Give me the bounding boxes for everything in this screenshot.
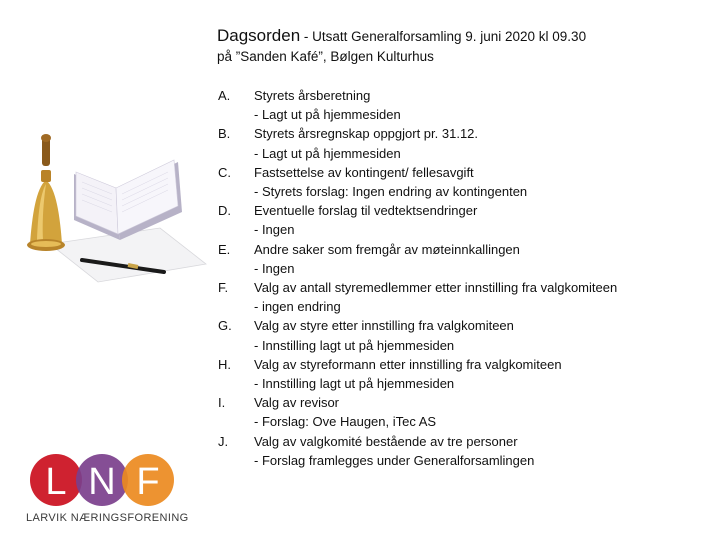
- agenda-title: Valg av styreformann etter innstilling fra valgkomiteen: [254, 356, 562, 372]
- logo-letter-n: N: [88, 461, 116, 503]
- logo-letter-f: F: [136, 461, 160, 503]
- agenda-title: Valg av revisor: [254, 395, 340, 411]
- agenda-item: [218, 393, 708, 431]
- agenda-title: Styrets årsberetning: [254, 88, 371, 103]
- agenda-letter: H.: [218, 356, 231, 372]
- agenda-letter: C.: [218, 164, 231, 180]
- agenda-note: - Lagt ut på hjemmesiden: [254, 107, 401, 123]
- agenda-note: - Forslag framlegges under Generalforsamlingen: [254, 452, 535, 468]
- agenda-letter: A.: [218, 88, 231, 103]
- agenda-title: Andre saker som fremgår av møteinnkallingen: [254, 241, 520, 257]
- agenda-title: Valg av antall styremedlemmer etter innstilling fra valgkomiteen: [254, 280, 618, 296]
- agenda-note: - Innstilling lagt ut på hjemmesiden: [254, 337, 455, 353]
- title-main: Dagsorden: [217, 26, 301, 45]
- agenda-note: - Innstilling lagt ut på hjemmesiden: [254, 376, 455, 392]
- page-title: [217, 26, 586, 46]
- agenda-note: - Forslag: Ove Haugen, iTec AS: [254, 414, 437, 430]
- logo-caption: LARVIK NÆRINGSFORENING: [26, 512, 189, 524]
- page-subtitle: på ”Sanden Kafé”, Bølgen Kulturhus: [217, 49, 434, 64]
- agenda-title: Valg av styre etter innstilling fra valgkomiteen: [254, 318, 514, 334]
- agenda-item: [218, 278, 708, 316]
- agenda-list: [218, 86, 708, 470]
- agenda-letter: F.: [218, 280, 229, 296]
- agenda-note: - Ingen: [254, 222, 295, 238]
- agenda-note: - ingen endring: [254, 299, 341, 315]
- agenda-letter: B.: [218, 126, 231, 142]
- open-book: [74, 160, 182, 240]
- agenda-item: [218, 355, 708, 393]
- agenda-letter: G.: [218, 318, 232, 334]
- title-details: - Utsatt Generalforsamling 9. juni 2020 kl 09.30: [300, 29, 587, 44]
- agenda-note: - Lagt ut på hjemmesiden: [254, 145, 401, 161]
- book-bell-illustration: [10, 132, 210, 300]
- agenda-item: [218, 316, 708, 354]
- agenda-note: - Ingen: [254, 260, 295, 276]
- agenda-title: Valg av valgkomité bestående av tre personer: [254, 433, 518, 449]
- agenda-item: [218, 240, 708, 278]
- agenda-letter: J.: [218, 433, 229, 449]
- agenda-title: Eventuelle forslag til vedtektsendringer: [254, 203, 478, 219]
- agenda-item: [218, 163, 708, 201]
- agenda-title: Fastsettelse av kontingent/ fellesavgift: [254, 164, 474, 180]
- agenda-letter: I.: [218, 395, 226, 411]
- agenda-note: - Styrets forslag: Ingen endring av kontingenten: [254, 184, 528, 200]
- agenda-letter: D.: [218, 203, 231, 219]
- agenda-item: [218, 201, 708, 239]
- logo-letter-l: L: [45, 461, 67, 503]
- agenda-letter: E.: [218, 241, 231, 257]
- agenda-title: Styrets årsregnskap oppgjort pr. 31.12.: [254, 126, 479, 142]
- agenda-item: [218, 86, 708, 124]
- agenda-item: [218, 432, 708, 470]
- agenda-item: [218, 124, 708, 162]
- brass-bell: [27, 134, 65, 251]
